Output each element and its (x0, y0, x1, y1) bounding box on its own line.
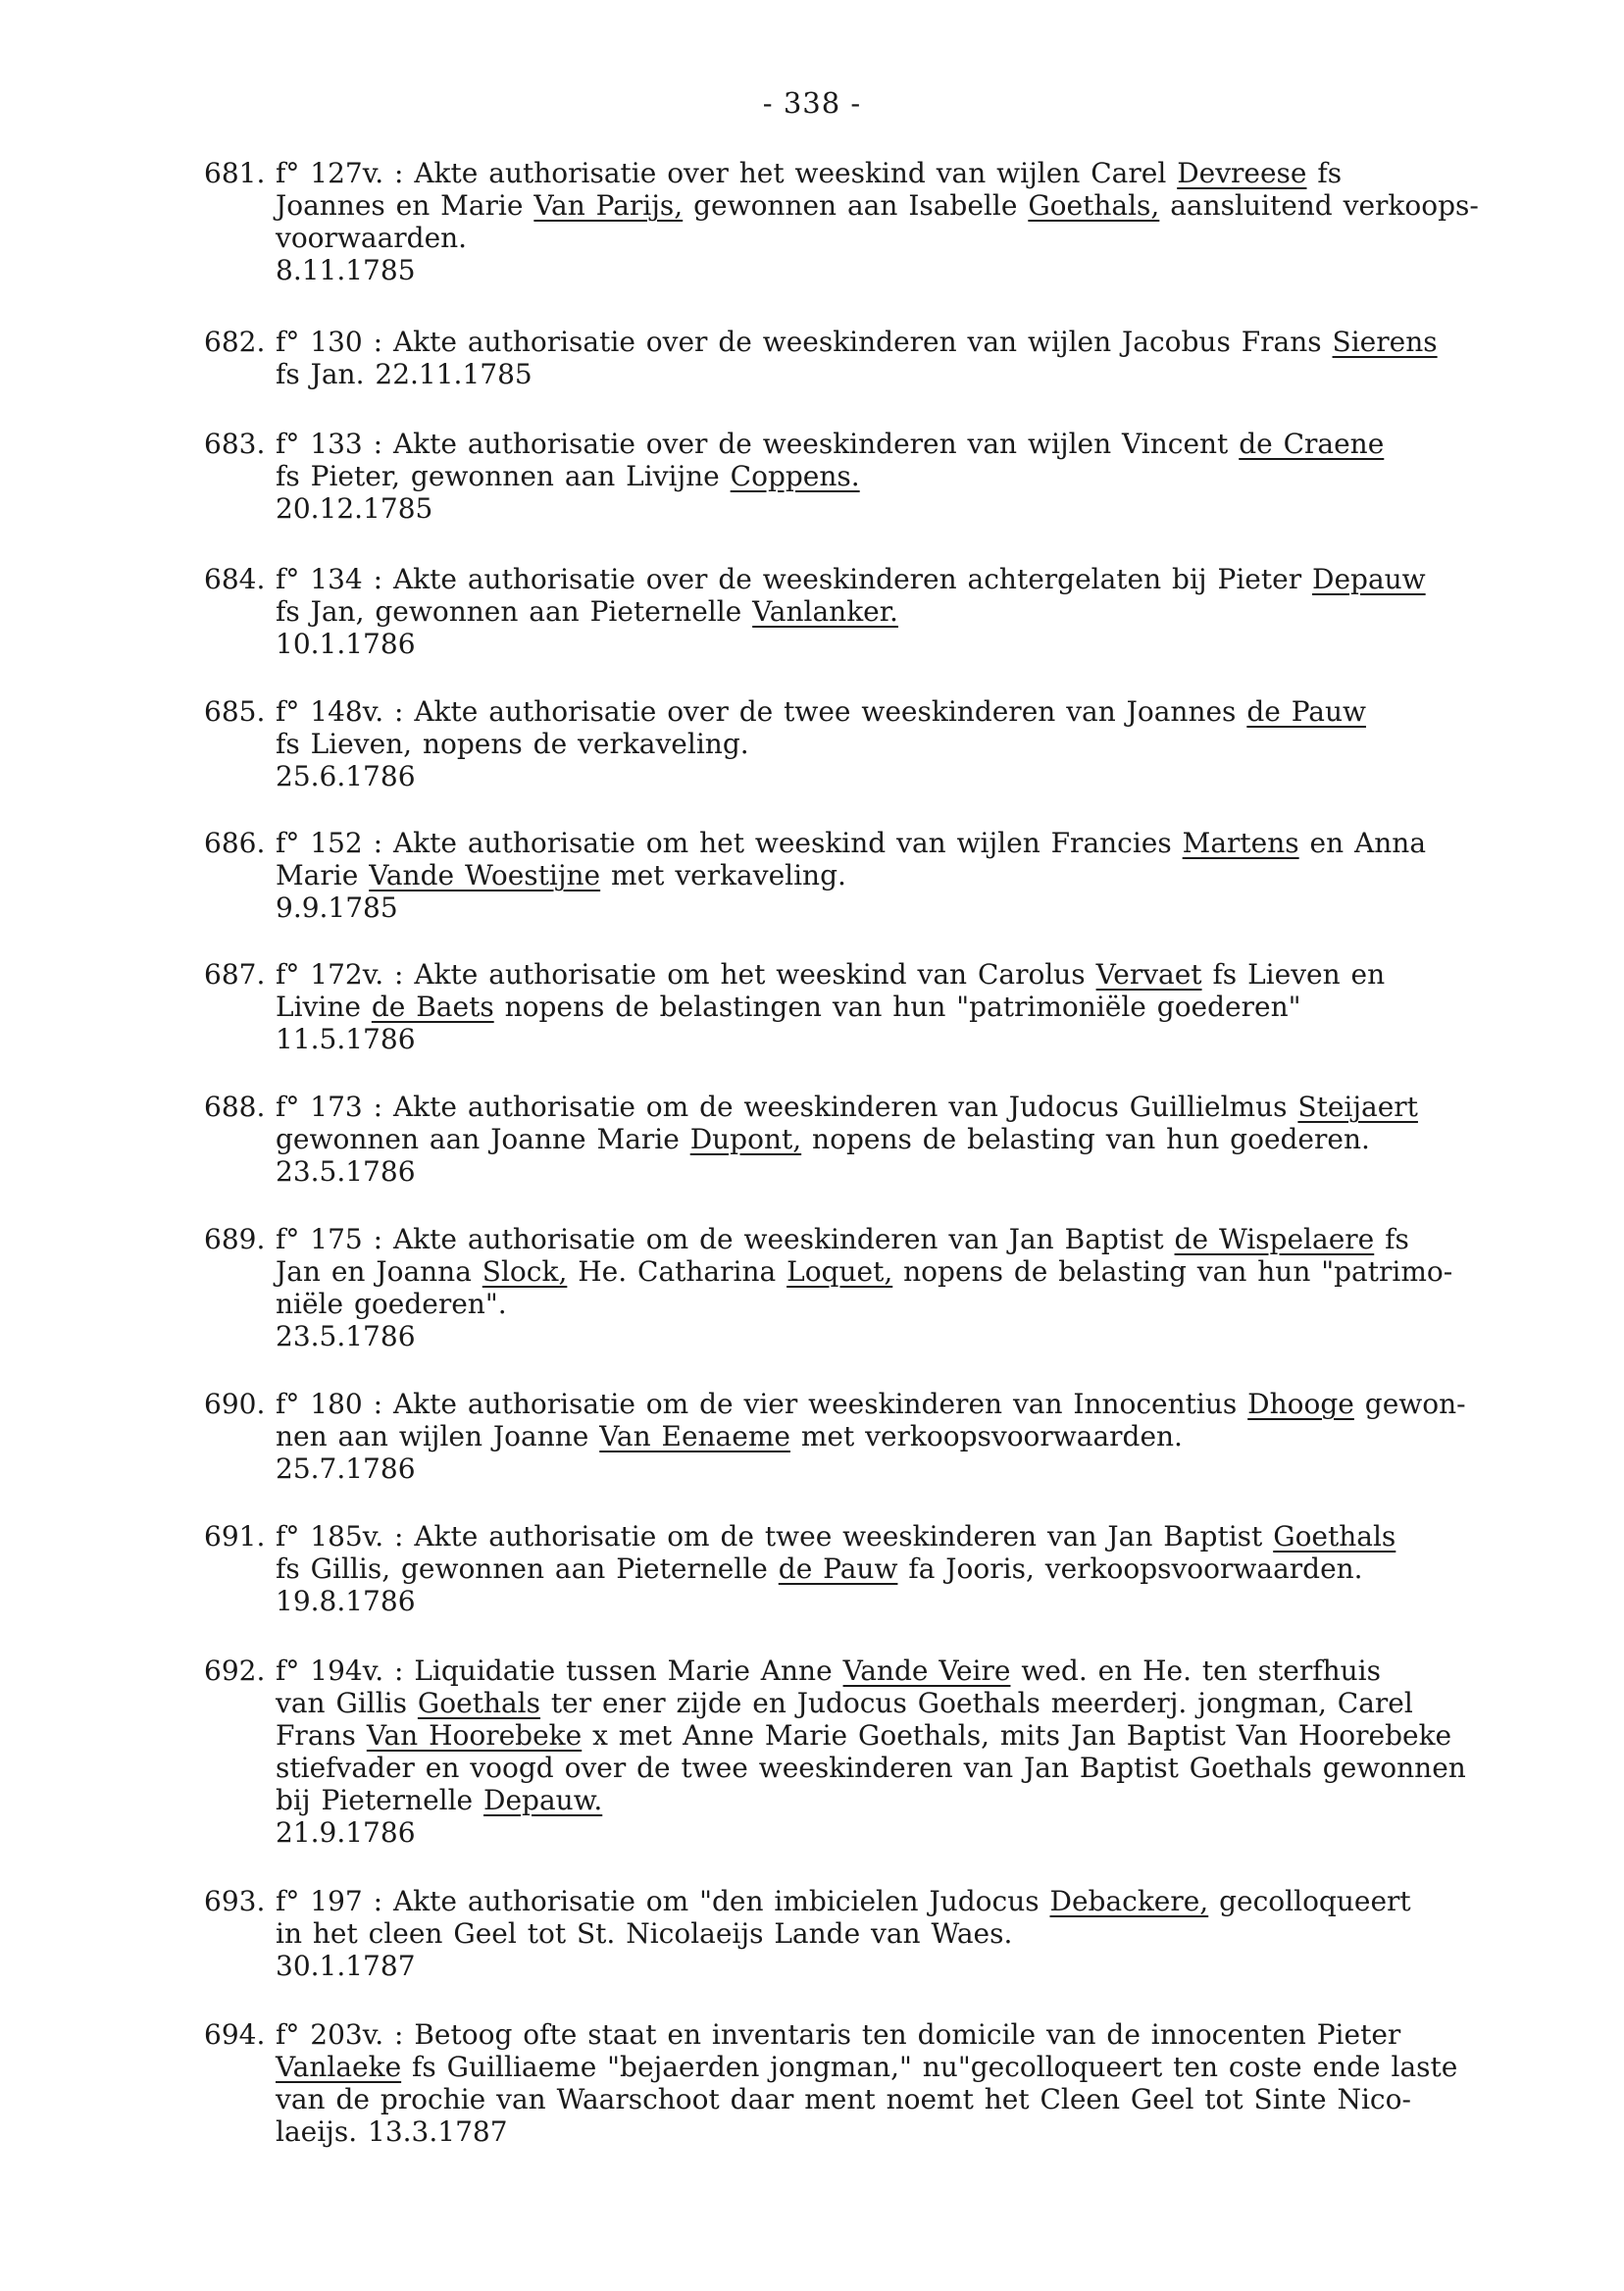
text-segment: f° 134 : Akte authorisatie over de weeskinderen achtergelaten bij Pieter (276, 563, 1312, 595)
underlined-name: Van Parijs, (533, 189, 684, 222)
text-segment: Jan en Joanna (276, 1255, 482, 1288)
text-segment: nopens de belasting van hun "patrimo- (892, 1255, 1453, 1288)
text-segment: fs (1374, 1223, 1409, 1255)
entry-number: 692. (204, 1655, 266, 1687)
text-segment: wed. en He. ten sterfhuis (1010, 1655, 1382, 1687)
text-segment: met verkaveling. (600, 859, 846, 891)
text-segment: gewonnen aan Isabelle (683, 189, 1029, 222)
text-segment: nen aan wijlen Joanne (276, 1420, 600, 1452)
entry-line (276, 958, 1550, 991)
entry-line (276, 1917, 1550, 1950)
text-segment: f° 180 : Akte authorisatie om de vier weeskinderen van Innocentius (276, 1388, 1248, 1420)
text-segment: gewonnen aan Joanne Marie (276, 1123, 690, 1155)
text-segment: f° 197 : Akte authorisatie om "den imbicielen Judocus (276, 1885, 1050, 1917)
entry-line (276, 326, 1550, 358)
text-segment: 25.7.1786 (276, 1452, 416, 1485)
text-segment: f° 185v. : Akte authorisatie om de twee weeskinderen van Jan Baptist (276, 1520, 1274, 1553)
text-segment: nopens de belasting van hun goederen. (801, 1123, 1370, 1155)
entry-line (276, 1553, 1550, 1585)
entry-line (276, 428, 1550, 460)
underlined-name: Vanlaeke (276, 2051, 402, 2083)
entry-text (276, 1655, 1550, 1849)
entry-number: 681. (204, 157, 266, 189)
entry-line (276, 1255, 1550, 1288)
entry-line (276, 695, 1550, 728)
entry-line (276, 1091, 1550, 1123)
entry-line (276, 2115, 1550, 2148)
entry-text (276, 157, 1550, 286)
text-segment: van Gillis (276, 1687, 418, 1719)
text-segment: nopens de belastingen van hun "patrimoniële goederen" (493, 991, 1301, 1023)
entry-line (276, 1223, 1550, 1255)
underlined-name: Coppens. (730, 460, 860, 492)
text-segment: fs Gillis, gewonnen aan Pieternelle (276, 1553, 779, 1585)
text-segment: Marie (276, 859, 370, 891)
entry-text (276, 958, 1550, 1055)
text-segment: bij Pieternelle (276, 1784, 484, 1816)
entry-number: 682. (204, 326, 266, 358)
entry-text (276, 428, 1550, 525)
text-segment: 11.5.1786 (276, 1023, 416, 1055)
text-segment: aansluitend verkoops- (1159, 189, 1479, 222)
text-segment: 23.5.1786 (276, 1320, 416, 1352)
entry-number: 683. (204, 428, 266, 460)
entry-line (276, 1885, 1550, 1917)
entry-line (276, 1388, 1550, 1420)
underlined-name: Vervaet (1095, 958, 1202, 991)
entry-line (276, 1950, 1550, 1982)
text-segment: 10.1.1786 (276, 628, 416, 660)
text-segment: fs Lieven, nopens de verkaveling. (276, 728, 749, 760)
entry-line (276, 1288, 1550, 1320)
text-segment: in het cleen Geel tot St. Nicolaeijs Lande van Waes. (276, 1917, 1013, 1950)
text-segment: fs Guilliaeme "bejaerden jongman," nu"gecolloqueert ten coste ende laste (401, 2051, 1458, 2083)
underlined-name: Goethals, (1028, 189, 1160, 222)
entry-number: 691. (204, 1520, 266, 1553)
entry-text (276, 563, 1550, 660)
text-segment: 9.9.1785 (276, 891, 398, 924)
text-segment: gecolloqueert (1208, 1885, 1411, 1917)
underlined-name: Goethals (417, 1687, 541, 1719)
underlined-name: de Wispelaere (1174, 1223, 1375, 1255)
entry-line (276, 760, 1550, 792)
entry-line (276, 628, 1550, 660)
entry-line (276, 991, 1550, 1023)
entry-number: 687. (204, 958, 266, 991)
underlined-name: Goethals (1273, 1520, 1396, 1553)
page-number: - 338 - (762, 86, 862, 120)
entry-line (276, 254, 1550, 286)
underlined-name: de Pauw (778, 1553, 898, 1585)
text-segment: f° 152 : Akte authorisatie om het weeskind van wijlen Francies (276, 827, 1183, 859)
entry-line (276, 1452, 1550, 1485)
text-segment: Livine (276, 991, 372, 1023)
text-segment: voorwaarden. (276, 222, 468, 254)
underlined-name: Loquet, (787, 1255, 893, 1288)
entry-number: 684. (204, 563, 266, 595)
entry-line (276, 891, 1550, 924)
text-segment: f° 194v. : Liquidatie tussen Marie Anne (276, 1655, 843, 1687)
underlined-name: de Baets (371, 991, 494, 1023)
entry-number: 685. (204, 695, 266, 728)
text-segment: f° 133 : Akte authorisatie over de weeskinderen van wijlen Vincent (276, 428, 1240, 460)
entry-line (276, 1520, 1550, 1553)
text-segment: x met Anne Marie Goethals, mits Jan Baptist Van Hoorebeke (582, 1719, 1452, 1752)
text-segment: 8.11.1785 (276, 254, 416, 286)
entry-text (276, 1520, 1550, 1617)
entry-line (276, 1023, 1550, 1055)
entry-line (276, 2051, 1550, 2083)
entry-line (276, 1655, 1550, 1687)
entry-text (276, 1885, 1550, 1982)
entry-line (276, 1719, 1550, 1752)
entry-line (276, 1752, 1550, 1784)
entry-number: 688. (204, 1091, 266, 1123)
text-segment: Joannes en Marie (276, 189, 534, 222)
entry-line (276, 1155, 1550, 1188)
entry-line (276, 222, 1550, 254)
entry-line (276, 1420, 1550, 1452)
entry-line (276, 460, 1550, 492)
text-segment: laeijs. 13.3.1787 (276, 2115, 508, 2148)
text-segment: 21.9.1786 (276, 1816, 416, 1849)
underlined-name: Sierens (1332, 326, 1438, 358)
text-segment: gewon- (1353, 1388, 1466, 1420)
text-segment: 25.6.1786 (276, 760, 416, 792)
text-segment: He. Catharina (567, 1255, 787, 1288)
underlined-name: Vande Woestijne (369, 859, 601, 891)
underlined-name: Dhooge (1247, 1388, 1354, 1420)
text-segment: met verkoopsvoorwaarden. (789, 1420, 1183, 1452)
text-segment: fs Jan, gewonnen aan Pieternelle (276, 595, 753, 628)
entry-line (276, 1320, 1550, 1352)
text-segment: en Anna (1298, 827, 1427, 859)
text-segment: 19.8.1786 (276, 1585, 416, 1617)
entry-text (276, 695, 1550, 792)
underlined-name: Devreese (1177, 157, 1307, 189)
text-segment: fs Jan. 22.11.1785 (276, 358, 533, 390)
entry-number: 686. (204, 827, 266, 859)
text-segment: ter ener zijde en Judocus Goethals meerderj. jongman, Carel (540, 1687, 1413, 1719)
text-segment: van de prochie van Waarschoot daar ment noemt het Cleen Geel tot Sinte Nico- (276, 2083, 1411, 2115)
underlined-name: Van Eenaeme (599, 1420, 790, 1452)
text-segment: f° 203v. : Betoog ofte staat en inventaris ten domicile van de innocenten Pieter (276, 2018, 1401, 2051)
entry-line (276, 1123, 1550, 1155)
entry-line (276, 2018, 1550, 2051)
entry-line (276, 492, 1550, 525)
entry-line (276, 859, 1550, 891)
entry-number: 690. (204, 1388, 266, 1420)
text-segment: f° 130 : Akte authorisatie over de weeskinderen van wijlen Jacobus Frans (276, 326, 1333, 358)
underlined-name: Depauw. (483, 1784, 603, 1816)
entry-number: 689. (204, 1223, 266, 1255)
text-segment: f° 127v. : Akte authorisatie over het weeskind van wijlen Carel (276, 157, 1178, 189)
text-segment: fa Jooris, verkoopsvoorwaarden. (897, 1553, 1363, 1585)
text-segment: f° 172v. : Akte authorisatie om het weeskind van Carolus (276, 958, 1096, 991)
text-segment: stiefvader en voogd over de twee weeskinderen van Jan Baptist Goethals gewonnen (276, 1752, 1466, 1784)
underlined-name: Martens (1182, 827, 1299, 859)
entry-number: 693. (204, 1885, 266, 1917)
underlined-name: de Craene (1239, 428, 1385, 460)
underlined-name: Dupont, (689, 1123, 802, 1155)
underlined-name: Steijaert (1297, 1091, 1418, 1123)
underlined-name: Van Hoorebeke (366, 1719, 583, 1752)
entry-line (276, 157, 1550, 189)
entry-line (276, 1585, 1550, 1617)
text-segment: f° 175 : Akte authorisatie om de weeskinderen van Jan Baptist (276, 1223, 1175, 1255)
underlined-name: Debackere, (1049, 1885, 1209, 1917)
text-segment: 20.12.1785 (276, 492, 433, 525)
entry-line (276, 2083, 1550, 2115)
underlined-name: Vande Veire (842, 1655, 1011, 1687)
text-segment: niële goederen". (276, 1288, 507, 1320)
text-segment: 30.1.1787 (276, 1950, 416, 1982)
entry-line (276, 1816, 1550, 1849)
entry-line (276, 1687, 1550, 1719)
underlined-name: de Pauw (1246, 695, 1366, 728)
text-segment: f° 173 : Akte authorisatie om de weeskinderen van Judocus Guillielmus (276, 1091, 1298, 1123)
entry-text (276, 1091, 1550, 1188)
entry-text (276, 326, 1550, 390)
entry-line (276, 189, 1550, 222)
entry-text (276, 2018, 1550, 2148)
underlined-name: Slock, (482, 1255, 568, 1288)
entry-line (276, 1784, 1550, 1816)
entry-line (276, 358, 1550, 390)
entry-text (276, 1223, 1550, 1352)
entry-line (276, 728, 1550, 760)
underlined-name: Vanlanker. (752, 595, 898, 628)
text-segment: f° 148v. : Akte authorisatie over de twee weeskinderen van Joannes (276, 695, 1247, 728)
text-segment: fs (1306, 157, 1343, 189)
text-segment: fs Pieter, gewonnen aan Livijne (276, 460, 731, 492)
text-segment: Frans (276, 1719, 367, 1752)
entry-line (276, 595, 1550, 628)
entry-number: 694. (204, 2018, 266, 2051)
entry-line (276, 563, 1550, 595)
entry-line (276, 827, 1550, 859)
entry-text (276, 827, 1550, 924)
underlined-name: Depauw (1312, 563, 1426, 595)
entry-text (276, 1388, 1550, 1485)
text-segment: fs Lieven en (1201, 958, 1386, 991)
text-segment: 23.5.1786 (276, 1155, 416, 1188)
